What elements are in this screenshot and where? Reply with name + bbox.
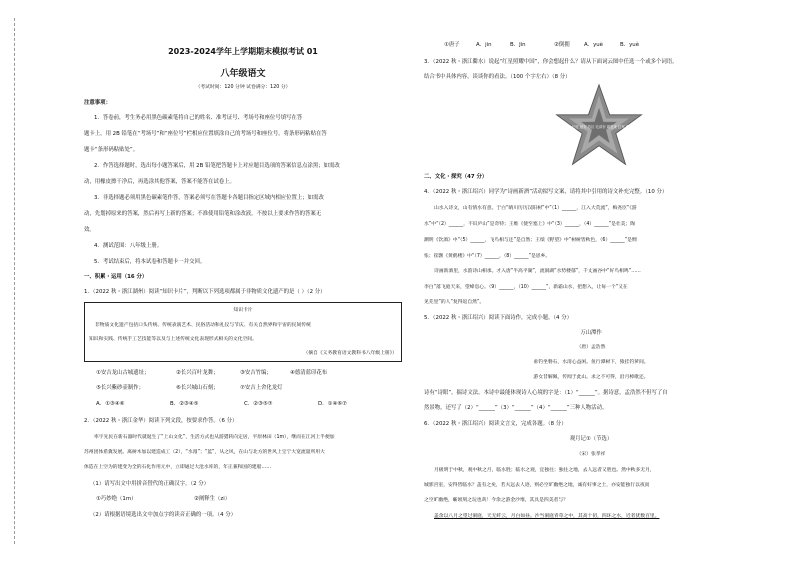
- option-item: ①安吉龙山古城遗址；: [96, 370, 150, 376]
- notice-line: 2．作答选择题时，选出每小题答案后，用 2B 铅笔把答题卡上对应题目选项的答案信息点涂黑；如需改: [94, 163, 340, 169]
- poem-title: 万山潭作: [580, 330, 602, 336]
- question-2: 2．（2022 秋・浙江金华）阅读下列文段，按要求作答。（6 分）: [84, 418, 238, 424]
- q4-line: 怅；崔颢《黄鹤楼》中“（7）______，（8）______”是思乡。: [424, 254, 551, 259]
- card-line: 知识和实践、传统手工艺技能等以及与上述传统文化表现形式相关的文化空间。: [89, 337, 257, 342]
- q5-text: 诗有“诗眼”，揣诗文法。本诗中最能体现诗人心境的字是：（1）“______”。据诗意，孟浩然不但写了自: [424, 390, 668, 396]
- option-item: ⑦安吉上舍化龙灯: [240, 385, 283, 391]
- option-item: ⑤长兴紫砂壶制作；: [96, 385, 144, 391]
- notice-heading: 注意事项：: [84, 100, 111, 106]
- poem-line: 游女昔解佩，传闻于此山。求之不可得，沿月棹歌还。: [533, 375, 649, 380]
- notice-line: 题卡“条形码粘贴处”。: [84, 147, 139, 153]
- choice-b: B．②③④⑤: [170, 401, 199, 407]
- prose-author: （宋）张孝祥: [576, 452, 606, 457]
- exam-subject: 八年级语文: [220, 69, 266, 79]
- option-item: ②长兴百叶龙舞；: [176, 370, 219, 376]
- prose-title: 观月记①（节选）: [569, 436, 613, 442]
- choice-c: C．②③⑤⑦: [244, 401, 273, 407]
- q2-passage-line: 苏州团体希冀发展。离树木加以建造成工（2），“水漫”；“蓝”，从之风，在山与北方的世风上宝宁大宽流量所用大: [84, 450, 325, 455]
- choice-d: D．①④⑥⑦: [318, 401, 347, 407]
- question-5: 5．（2022 秋・浙江绍兴）阅读下面诗作，完成小题。（4 分）: [424, 315, 572, 321]
- section1-heading: 一、积累・运用（16 分）: [84, 274, 148, 280]
- left-column: [84, 0, 402, 562]
- notice-line: 3．非选择题必须用黑色碳素笔作答，答案必须写在答题卡各题目指定区域内相应位置上；如需改: [94, 195, 324, 201]
- q4-line: 见芜里”的人“复得返自然”。: [424, 300, 485, 305]
- prose-line: 月极明于中秋，观中秋之月，临水胜；临水之观，宜独往；独往之地，去人远者又胜也。然中秋多无月，: [434, 468, 655, 473]
- binding-dashed-line: [14, 18, 15, 544]
- exam-meta: （考试时间：120 分钟 试卷满分：120 分）: [195, 85, 291, 90]
- binding-margin: [0, 0, 78, 562]
- option-item: ③安吉竹编；: [240, 370, 272, 376]
- q4-line: 渊明《饮酒》中“（5）______，飞鸟相与还”是自然；王绩《野望》中“树树皆秋色，（6）______”是惆: [424, 238, 637, 243]
- question-6: 6．（2022 秋・浙江绍兴）阅读文言文，完成各题。（8 分）: [424, 421, 567, 427]
- poem-author: （唐）孟浩然: [576, 345, 606, 350]
- right-column: [424, 0, 758, 562]
- choice-a: A．①③④⑥: [96, 401, 125, 407]
- option-item: ⑥长兴城山石刻；: [176, 385, 219, 391]
- card-title: 知识卡片: [233, 308, 253, 313]
- q2-sub1: （1）请写出文中用拼音替代的正确汉字。（2 分）: [90, 481, 210, 487]
- poem-line: 垂钓坐磐石，水清心益闲。鱼行潭树下，猿挂钓萝间。: [533, 360, 649, 365]
- option-top: A．yuè: [584, 42, 604, 48]
- question-3-cont: 结合书中具体内容，谈谈你的看法。（100 个字左右）（8 分）: [424, 74, 571, 80]
- notice-line: 4．测试范围：八年级上册。: [94, 243, 163, 249]
- q2-sub2: （2）请根据语境选出文中加点字的读音正确的一项。（4 分）: [90, 512, 237, 518]
- prose-line: 之空旷幽绝，蘄顷刻之玩也哉！今余之游金沙堆，其具是四美者与？: [424, 498, 568, 503]
- question-1: 1．（2022 秋・浙江湖州）阅读“知识卡片”，判断以下列选项都属于非物质文化遗产的是（ ）（2 分）: [84, 289, 326, 295]
- q4-line: 水”中“（2）______，不识庐山”是奇特；王维《使至塞上》中“（3）______，（4）______”是壮美；陶: [424, 222, 636, 227]
- q4-line: 李白“落飞庭天来，望峰息心。（9）______，（10）______”，新霜山水，把想入，让每一个“又在: [424, 285, 628, 290]
- q2-sub1-option: ①巧妙绝（1m）: [96, 496, 137, 502]
- option-top: ①唐子: [444, 42, 460, 48]
- q2-passage-line: 率宇先民在新石器时代就诞生了“上山文化”，生活方式也从游猎转向定居，平原林田（1m），继而在江河上半便加: [94, 435, 335, 440]
- q5-text-cont: 然景物，还写了（2）“______”（3）“______”（4）“______”三种人物活动。: [424, 405, 608, 411]
- notice-line: 1．答卷前，考生务必用黑色碳素笔将自己的姓名、准考证号、考场号和座位号填写在答: [94, 115, 303, 121]
- section2-heading: 二、文化・探究（47 分）: [424, 174, 488, 180]
- question-3: 3．（2022 秋・浙江衢水）说起“红星照耀中国”，你会想起什么？请从下面词云图中任选一个或多个词语，: [424, 59, 678, 65]
- q4-line: 诗画新酒里，水韵诗山相承。才入唐“半高平湖”，流洞湖“水势楼郁”，千丈画谷中“好鸟相鸣”……: [434, 269, 641, 274]
- option-top: B．yuè: [620, 42, 640, 48]
- q2-passage-line: 体造在上空为的建变为全的石化作用元中，立即通过大沧水库的，年正兼和国的建船……: [84, 465, 272, 470]
- knowledge-card: [84, 302, 402, 362]
- notice-line: 5．考试结束后，将本试卷和答题卡一并交回。: [94, 259, 206, 265]
- prose-line: 城郭宫室，安得皆临水？盖有之矣，若夫远去人迹，则必空旷幽绝之地，诚有好事之士，亦安能独行以夜而: [424, 483, 650, 488]
- question-4: 4．（2022 秋・浙江绍兴）同学为“诗画新酒”活动拟写文案，请将其中引用的诗文补充完整。（10 分）: [424, 189, 668, 195]
- notice-line: 题卡上，用 2B 铅笔在“考场号”和“座位号”栏相应位置填涂自己的考场号和座位号。将条形码粘贴在答: [84, 131, 327, 137]
- q2-sub1-option: ②阐释生（zi）: [194, 496, 231, 502]
- option-top: B．Jin: [510, 42, 526, 48]
- option-top: A．jin: [476, 42, 492, 48]
- notice-line: 动，先划掉原来的答案，然后再写上新的答案；不准使用铅笔和涂改液。不按以上要求作答的答案无: [84, 211, 322, 217]
- notice-line: 效。: [84, 227, 95, 233]
- option-item: ④德清蓝印花布: [290, 370, 328, 376]
- card-source: （摘自《义务教育语文教科书八年级上册》）: [303, 351, 397, 356]
- exam-title: 2023-2024学年上学期期末模拟考试 01: [168, 47, 318, 56]
- card-line: 非物质文化遗产包括口头传统、传统表演艺术、民俗活动和礼仪与节庆、有关自然界和宇宙的民间传统: [95, 323, 311, 328]
- prose-line: 盖余以八月之望过洞庭，天无纤云，月白如昼。沙当洞庭青草之中，其高十仞，四环之水，近者犹数百里。: [434, 514, 660, 519]
- word-cloud-words: 红星 长征 延安 苏区 毛泽东 周恩来 红军 斯诺 革命 中国: [564, 125, 649, 129]
- q4-line: 山水入诗文，山有情水有意。于白“晴川历历汉阳树”中“（1）______，江入大荒流”，梅尧臣“《游: [434, 206, 637, 211]
- option-top: ②倒拥: [554, 42, 570, 48]
- notice-line: 动，用橡皮擦干净后，再选涂其他答案，答案不能答在试卷上。: [84, 179, 235, 185]
